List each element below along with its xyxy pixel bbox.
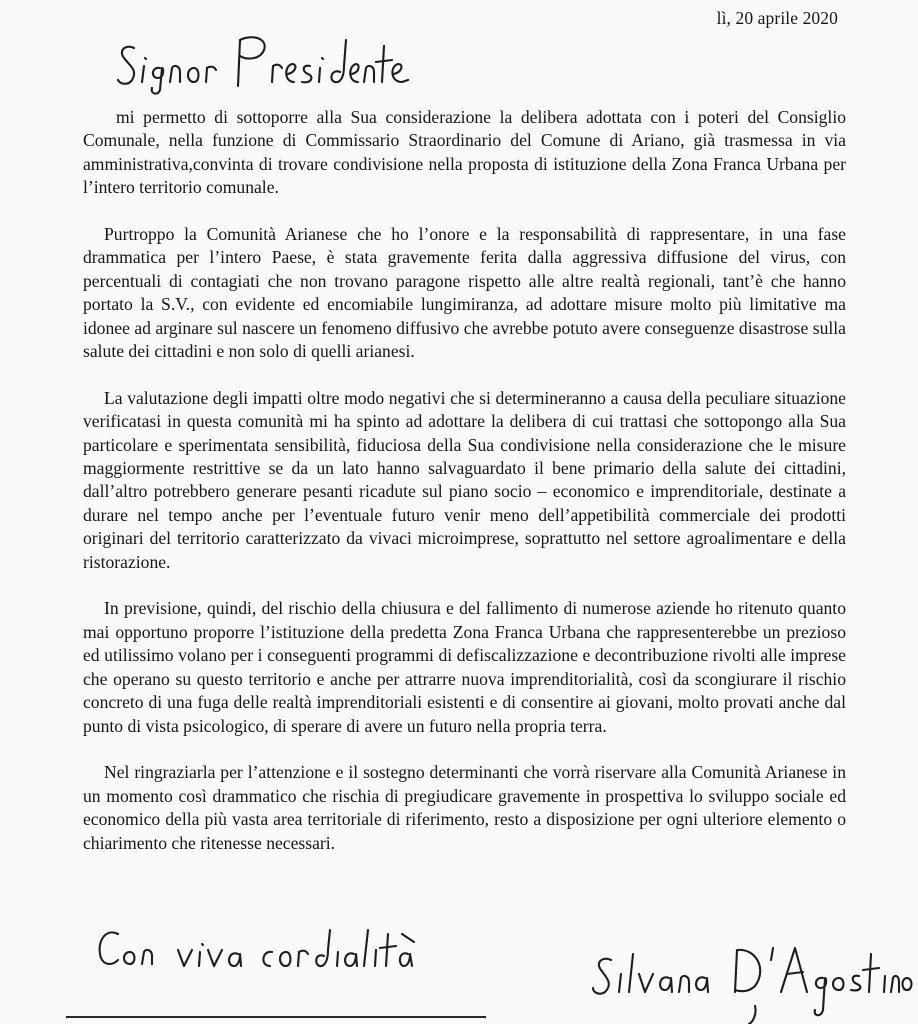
signature-text bbox=[915, 930, 916, 931]
letter-date: lì, 20 aprile 2020 bbox=[716, 8, 838, 28]
salutation-text bbox=[412, 26, 413, 27]
signature-line bbox=[66, 1016, 486, 1018]
handwritten-signature bbox=[585, 930, 915, 1024]
paragraph-5: Nel ringraziarla per l’attenzione e il sostegno determinanti che vorrà riservare alla Comunità Arianese in un momento così drammatico che rischia di pregiudicare gravemente in prospettiva lo sviluppo sociale ed economico della più vasta area territoriale di riferimento, resto a disposizione per ogni ulteriore elemento o chiarimento che ritenesse necessari. bbox=[83, 762, 846, 853]
paragraph-4: In previsione, quindi, del rischio della chiusura e del fallimento di numerose aziende ho ritenuto quanto mai opportuno proporre l’istituzione della predetta Zona Franca Urbana che rappresenterebbe un prezioso ed utilissimo volano per i conseguenti programmi di defiscalizzazione e decontribuzione rivolti alle imprese che operano su questo territorio e anche per attrarre nuova imprenditorialità, così da scongiurare il rischio concreto di una fuga delle realtà imprenditoriali esistenti e di consentire ai giovani, molto provati anche dal punto di vista psicologico, di sperare di avere un futuro nella propria terra. bbox=[83, 598, 846, 736]
handwritten-closing bbox=[92, 920, 422, 980]
handwritten-salutation bbox=[112, 26, 412, 96]
paragraph-2: Purtroppo la Comunità Arianese che ho l’onore e la responsabilità di rappresentare, in una fase drammatica per l’intero Paese, è stata gravemente ferita dalla aggressiva diffusione del virus, con percentuali di contagiati che non trovano paragone rispetto alle altre realtà regionali, tant’è che hanno portato la S.V., con evidente ed encomiabile lungimiranza, ad adottare misure molto più limitative ma idonee ad arginare sul nascere un fenomeno diffusivo che avrebbe potuto avere conseguenze disastrose sulla salute dei cittadini e non solo di quelli arianesi. bbox=[83, 224, 846, 362]
paragraph-3: La valutazione degli impatti oltre modo negativi che si determineranno a causa della peculiare situazione verificatasi in questa comunità mi ha spinto ad adottare la delibera di cui trattasi che sottopongo alla Sua particolare e sperimentata sensibilità, fiduciosa della Sua condivisione nella considerazione che le misure maggiormente restrittive se da un lato hanno salvaguardato il bene primario della salute dei cittadini, dall’altro potrebbero generare pesanti ricadute sul piano socio – economico e imprenditoriale, destinate a durare nel tempo anche per l’eventuale futuro venir meno dell’appetibilità commerciale dei prodotti originari del territorio caratterizzato da vivaci microimprese, soprattutto nel settore agroalimentare e della ristorazione. bbox=[83, 387, 846, 572]
letter-body bbox=[83, 106, 846, 878]
closing-text bbox=[422, 920, 423, 921]
paragraph-1: mi permetto di sottoporre alla Sua considerazione la delibera adottata con i poteri del Consiglio Comunale, nella funzione di Commissario Straordinario del Comune di Ariano, già trasmessa in via amministrativa,convinta di trovare condivisione nella proposta di istituzione della Zona Franca Urbana per l’intero territorio comunale. bbox=[83, 107, 846, 198]
